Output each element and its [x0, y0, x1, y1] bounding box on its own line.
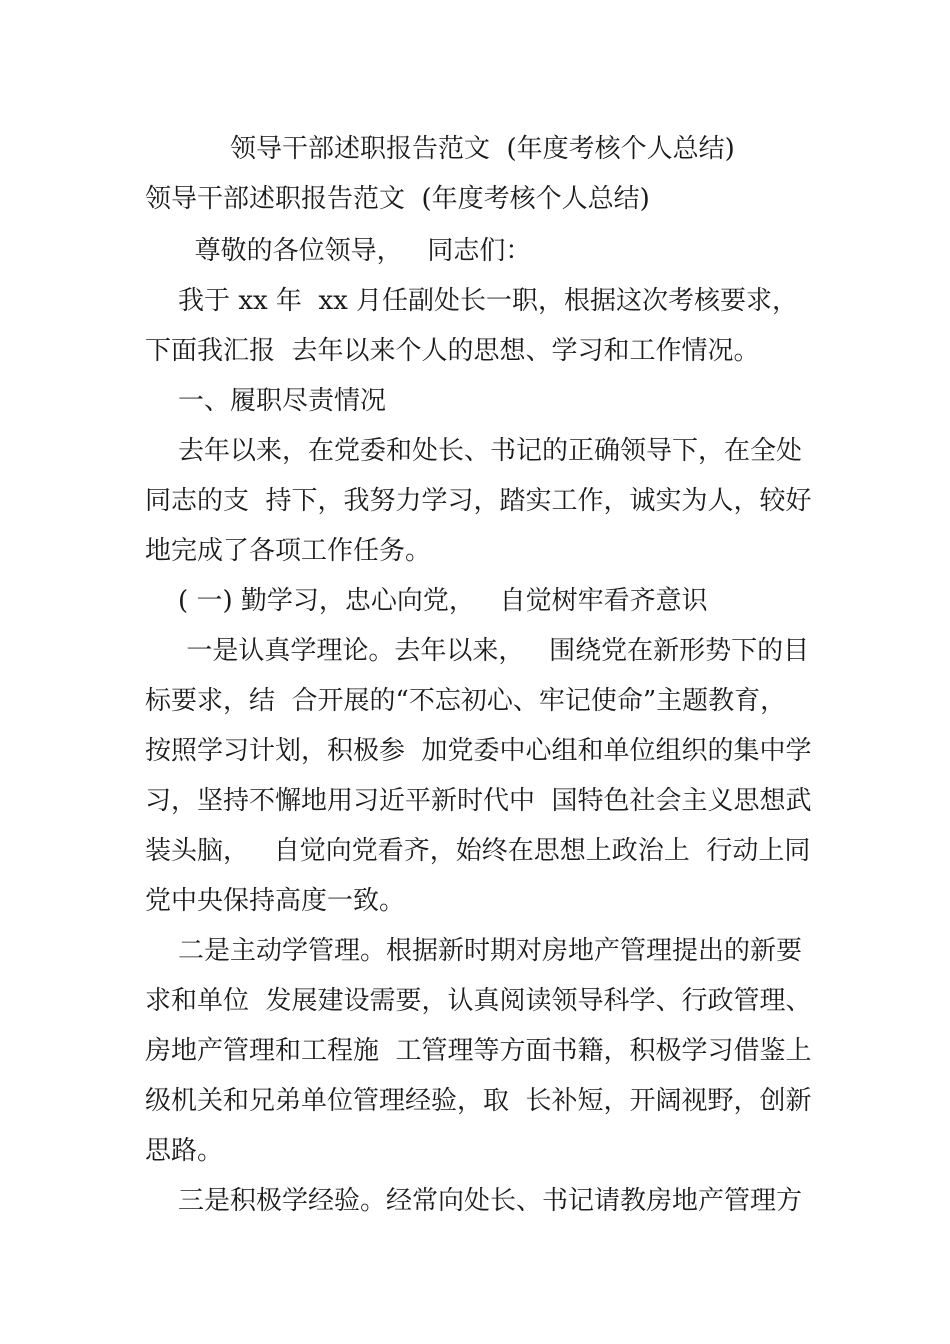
- document-title-centered: 领导干部述职报告范文 (年度考核个人总结): [230, 134, 735, 164]
- paragraph-line: 二是主动学管理。根据新时期对房地产管理提出的新要: [145, 936, 803, 966]
- paragraph-line: 标要求，结 合开展的“不忘初心、牢记使命”主题教育，: [145, 686, 787, 716]
- paragraph-line: 级机关和兄弟单位管理经验，取 长补短，开阔视野，创新: [145, 1086, 812, 1116]
- paragraph-line: 装头脑， 自觉向党看齐，始终在思想上政治上 行动上同: [145, 836, 811, 866]
- paragraph-line: 去年以来，在党委和处长、书记的正确领导下，在全处: [145, 436, 803, 466]
- paragraph-line: 下面我汇报 去年以来个人的思想、学习和工作情况。: [145, 336, 760, 366]
- paragraph-line: 党中央保持高度一致。: [145, 886, 406, 916]
- paragraph-line: 求和单位 发展建设需要，认真阅读领导科学、行政管理、: [145, 986, 812, 1016]
- subsection-heading: ( 一) 勤学习，忠心向党， 自觉树牢看齐意识: [145, 586, 708, 616]
- paragraph-line: 房地产管理和工程施 工管理等方面书籍，积极学习借鉴上: [145, 1036, 812, 1066]
- paragraph-line: 一是认真学理论。去年以来， 围绕党在新形势下的目: [145, 636, 810, 666]
- paragraph-line: 地完成了各项工作任务。: [145, 536, 432, 566]
- document-title-left: 领导干部述职报告范文 (年度考核个人总结): [145, 184, 650, 214]
- paragraph-line: 同志的支 持下，我努力学习，踏实工作，诚实为人，较好: [145, 486, 812, 516]
- paragraph-line: 思路。: [145, 1136, 224, 1166]
- salutation-line: 尊敬的各位领导， 同志们：: [145, 236, 532, 266]
- paragraph-line: 三是积极学经验。经常向处长、书记请教房地产管理方: [145, 1186, 803, 1216]
- paragraph-line: 我于 xx 年 xx 月任副处长一职，根据这次考核要求，: [145, 286, 799, 316]
- paragraph-line: 习，坚持不懈地用习近平新时代中 国特色社会主义思想武: [145, 786, 812, 816]
- section-heading: 一、履职尽责情况: [145, 386, 387, 416]
- paragraph-line: 按照学习计划，积极参 加党委中心组和单位组织的集中学: [145, 736, 812, 766]
